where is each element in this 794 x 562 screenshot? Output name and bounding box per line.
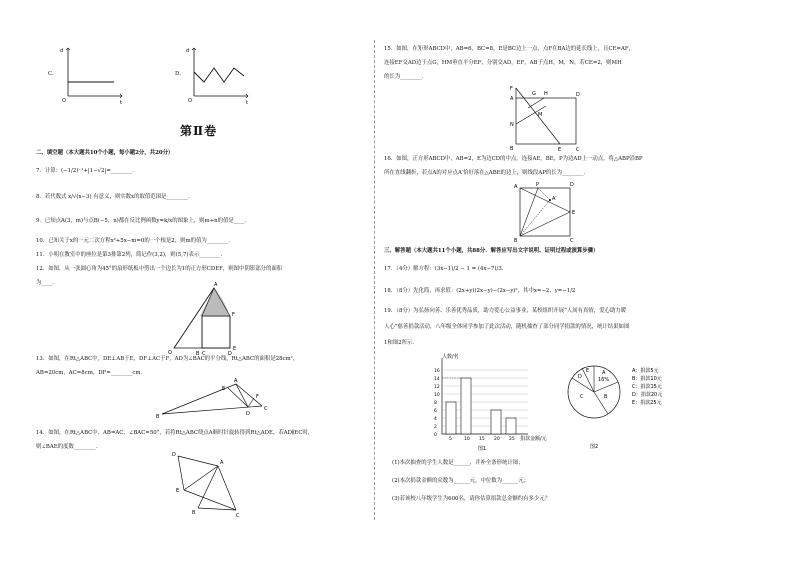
pie-chart-figure-2 [560, 350, 680, 450]
question-12-line2: 为____． [36, 280, 58, 286]
fig14-label-d: D [172, 452, 176, 458]
question-14-line1: 14．如图，在Rt△ABC中，AB=AC，∠BAC=50°，若将Rt△ABC绕点A顺时针旋转得到Rt△ADE，若AD∥EC时， [36, 430, 314, 436]
part-title: 第Ⅱ卷 [180, 124, 218, 138]
fig13-label-b: B [156, 414, 160, 420]
bar-ytick-label: 6 [434, 408, 437, 414]
fig15-label-f: F [510, 86, 513, 92]
bar-ytick-label: 0 [434, 432, 437, 438]
fig16-label-p: P [536, 182, 540, 188]
bar-chart-caption: 图1 [478, 446, 487, 452]
question-9: 9．已知点A(3，m)与点B(−5，n)都在反比例函数y=k/x的图象上，则m+n的值是____． [36, 218, 250, 224]
figure-13 [156, 380, 276, 420]
question-15-line1: 15．如图，在矩形ABCD中，AB=6，BC=8，E是BC边上一点，点F在BA边的延长线上，且CE=AF， [384, 46, 635, 52]
fig14-label-a: A [220, 460, 224, 466]
bar-xtick-label: 5 [449, 437, 452, 442]
bar [461, 378, 471, 434]
fig13-label-f: F [256, 394, 259, 400]
fig12-label-f: F [232, 312, 235, 318]
section-3-heading: 三、解答题（本大题共11个小题，共88分．解答应写出文字说明、证明过程或演算步骤） [384, 248, 599, 254]
fig12-label-b: B [196, 351, 200, 357]
pie-pct: 16% [598, 377, 610, 383]
bar-chart-figure-1 [420, 352, 560, 452]
bar-xtick-label: 10 [464, 437, 470, 442]
pie-label-e: E [586, 368, 590, 374]
fig14-label-e: E [176, 488, 180, 494]
fig15-label-e: E [558, 147, 562, 153]
fig15-label-a: A [510, 96, 514, 102]
section-2-heading: 二、填空题（本大题共10个小题，每小题2分，共20分） [36, 150, 174, 156]
question-14-line2: 则∠BAE的度数________． [36, 444, 101, 450]
fig16-label-e: E [572, 210, 576, 216]
question-15-line2: 连接EF交AD边于点G，HM垂直平分EF，分别交AD，EF，AB于点H，M，N，若CE=2，则MH [384, 60, 622, 66]
fig13-label-d: D [246, 411, 250, 417]
legend-e: E：捐款25元 [632, 400, 662, 406]
pie-label-c: C [580, 394, 584, 400]
legend-c: C：捐款15元 [632, 384, 662, 390]
figure-16 [512, 180, 582, 244]
option-d-axis-x: t [246, 100, 248, 106]
question-10: 10．已知关于x的一元二次方程x²+5x−m=0的一个根是2，则m的值为________． [36, 238, 234, 244]
fig16-label-a: A [514, 184, 518, 190]
fig14-label-c: C [236, 513, 240, 519]
fig12-label-e: E [233, 346, 237, 352]
pie-label-b: B [604, 394, 608, 400]
bar [491, 410, 501, 434]
question-16-line1: 16．如图，正方形ABCD中，AB=2，E为边CD的中点，连接AE，BE，P为边AD上一动点，将△ABP沿BP [384, 156, 643, 162]
sub-question-3: (3)若该校八年级学生为600名，请你估算捐款总金额约有多少元？ [392, 496, 551, 502]
sub-question-1: (1)本次抽查的学生人数是______，并补全条形统计图； [392, 460, 524, 466]
question-12-line1: 12．如图，从一张圆心角为45°的扇形纸板中剪出一个边长为1的正方形CDEF，则图中阴影部分的面积 [36, 266, 283, 272]
question-7: 7．计算：(−1/2)⁻¹+|1−√2|=________． [36, 168, 138, 174]
question-13-line2: AB=20cm，AC=8cm，DF=________cm． [36, 370, 146, 376]
fig15-label-b: B [510, 146, 514, 152]
fig12-label-o: O [168, 350, 172, 356]
question-15-line3: 的长为________． [384, 74, 428, 80]
option-d-origin: O [188, 98, 192, 104]
fig16-label-b: B [514, 238, 518, 244]
option-c-label: C． [48, 71, 58, 77]
bar-ytick-label: 14 [434, 376, 440, 382]
pie-chart-caption: 图2 [590, 444, 599, 450]
figure-12 [168, 282, 248, 357]
bar-chart-xlabel: 捐款金额/元 [520, 436, 547, 442]
bar-chart-ylabel: 人数/名 [442, 354, 459, 360]
sub-question-2: (2)本次捐款金额的众数为______元，中位数为______元； [392, 478, 530, 484]
bar-ytick-label: 12 [434, 384, 440, 390]
bar-xtick-label: 20 [494, 437, 500, 442]
fig16-label-d: D [570, 182, 574, 188]
fig14-label-b: B [192, 510, 196, 516]
fig15-label-n: N [510, 122, 514, 128]
bar [506, 418, 516, 434]
option-d-label: D． [175, 71, 185, 77]
bar [446, 402, 456, 434]
fig15-label-c: C [576, 147, 580, 153]
bar-ytick-label: 4 [434, 416, 437, 422]
question-11: 11．小明在教室中的座位是第3排第2列，简记作(3,2)，则(5,7)表示________． [36, 252, 227, 258]
legend-d: D：捐款20元 [632, 392, 663, 398]
option-c-axis-x: t [120, 100, 122, 106]
fig16-label-c: C [570, 238, 574, 244]
fig15-label-g: G [532, 91, 536, 97]
option-d-graph [186, 44, 256, 104]
option-c-origin: O [62, 98, 66, 104]
bar-xtick-label: 25 [509, 437, 515, 442]
legend-b: B：捐款10元 [632, 376, 662, 382]
question-19-line1: 19．（8分）为弘扬向善、乐善优秀品质，助力爱心公益事业，某校组织开展“人间有真情，爱心助力暖 [384, 308, 627, 314]
question-8: 8．若代数式 x/√(x−3) 有意义，则实数x的取值范围是________． [36, 194, 194, 200]
question-13-line1: 13．如图，在Rt△ABC中，DE⊥AB于E，DF⊥AC于F，AD为∠BAC的平分线，Rt△ABC的面积是28cm²， [36, 356, 299, 362]
fig12-label-c: C [202, 351, 206, 357]
option-c-graph [60, 44, 130, 104]
figure-14 [170, 450, 250, 520]
bar-ytick-label: 2 [434, 424, 437, 430]
question-17: 17．（4分）解方程：(3x−1)/2 − 1 = (4x−7)/3． [384, 266, 508, 272]
fig13-label-e: E [222, 386, 226, 392]
option-d-axis-y: d [186, 48, 190, 54]
fig13-label-a: A [234, 378, 238, 384]
bar-ytick-label: 10 [434, 392, 440, 398]
question-19-line3: 1和图2所示． [384, 340, 418, 346]
fig13-label-c: C [264, 406, 268, 412]
bar-ytick-label: 16 [434, 368, 440, 374]
option-c-axis-y: d [60, 48, 64, 54]
question-18: 18．（8分）先化简，再求值：(2x+y)(2x−y)−(2x−y)²，其中x=−2，y=−1/2 [384, 288, 576, 294]
figure-15 [508, 84, 588, 154]
legend-a: A：捐款5元 [632, 368, 659, 374]
fig15-label-h: H [544, 91, 548, 97]
fig15-label-m: M [538, 112, 543, 118]
fig12-label-d: D [228, 351, 232, 357]
fig15-label-d: D [576, 92, 580, 98]
pie-label-a: A [602, 370, 606, 376]
bar-xtick-label: 15 [479, 437, 485, 442]
fig12-label-a: A [214, 282, 218, 288]
question-16-line2: 所在直线翻折，若点A的对应点A′恰好落在△ABE的边上，则线段AP的长为________． [384, 170, 589, 176]
bar-ytick-label: 8 [434, 400, 437, 406]
fig16-label-a1: A′ [552, 196, 557, 202]
column-divider [374, 40, 375, 520]
question-19-line2: 人心”慈善捐款活动，八年级全体同学参加了此次活动，随机抽查了部分同学捐款的情况，统计结果如图 [384, 324, 630, 330]
pie-label-d: D [578, 374, 582, 380]
